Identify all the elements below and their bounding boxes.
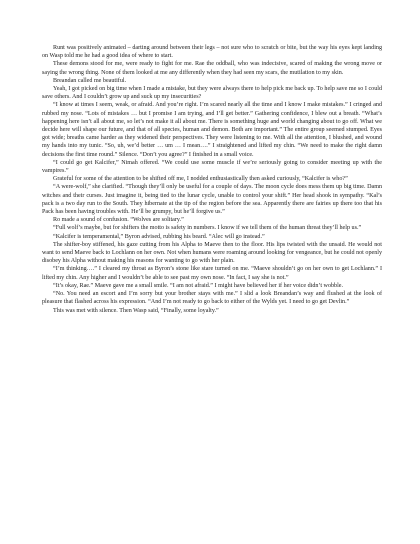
paragraph: Grateful for some of the attention to be shifted off me, I nodded enthusiastically then asked curiously, “Kalcifer is who?” bbox=[53, 176, 348, 183]
paragraph: “No. You need an escort and I’m sorry but your brother stays with me.” I slid a look Breandan’s way and flushed at the look of pleasure that flashed across his expression. “And I’m not ready to go back to either of the Wylds yet. I need to go get Devlin.” bbox=[42, 291, 382, 306]
paragraph: “A were-wolf,” she clarified. “Though they’ll only be useful for a couple of days. The moon cycle does mess them up big time. Damn witches and their curses. Just imagine it, being tied to the lunar cycle, unable to control your shift.” Her head shook in sympathy. “Kal’s pack is a two day run to the South. They hibernate at the tip of the region before the sea. Apparently there are fairies up there too that his Pack has been having troubles with. He’ll be grumpy, but he’ll forgive us.” bbox=[42, 184, 382, 216]
paragraph: This was met with silence. Then Wasp said, “Finally, some loyalty.” bbox=[53, 307, 219, 314]
paragraph: “Full wolf’s maybe, but for shifters the motto is safety in numbers. I know if we tell them of the human threat they’ll help us.” bbox=[53, 225, 362, 232]
paragraph: Runt was positively animated – darting around between their legs – not sure who to scratch or bite, but the way his eyes kept landing on Wasp told me he had a good idea of where to start. bbox=[42, 45, 382, 60]
paragraph: “I’m thinking….” I cleared my throat as Byron’s stone like stare turned on me. “Maeve shouldn’t go on her own to get Lochlann.” I lifted my chin. Any higher and I wouldn’t be able to see past my own nose. “In fact, I say she is not.” bbox=[42, 266, 382, 281]
paragraph: The shifter-boy stiffened, his gaze cutting from his Alpha to Maeve then to the floor. His lips twisted with the unsaid. He would not want to send Maeve back to Lochlann on her own. Not when humans were roaming around looking for vengeance, but he could not openly disobey his Alpha without making his reasons for wanting to go with her plain. bbox=[42, 241, 382, 265]
paragraph: “I know at times I seem, weak, or afraid. And you’re right. I’m scared nearly all the time and I know I make mistakes.” I cringed and rubbed my nose. “Lots of mistakes … but I promise I am trying, and I’ll get better.” Gathering confidence, I blew out a breath. “What’s happening here isn’t all about me, so let’s not make it all about me. There is something huge and world changing about to go off. What we decide here will shape our future, and that of all species, human and demon. Both are important.” The entire group seemed stumped. Eyes got wide; breaths came harder as they widened their perspectives. They were listening to me. With all the attention, I blushed, and wound my hands into my tunic. “So, uh, we’d better … um … I mean….” I straightened and lifted my chin. “We need to make the right damn decisions the first time round.” Silence. “Don’t you agree?” I finished in a small voice. bbox=[42, 102, 382, 158]
paragraph: Breandan called me beautiful. bbox=[53, 77, 127, 84]
paragraph: “I could go get Kalcifer,” Nimah offered. “We could use some muscle if we’re seriously going to consider meeting up with the vampires.” bbox=[42, 159, 382, 175]
paragraph: Yeah, I got picked on big time when I made a mistake, but they were always there to help pick me back up. To help save me so I could save others. And I couldn’t grow up and suck up my insecurities? bbox=[42, 86, 382, 101]
paragraph: “It’s okay, Rae.” Maeve gave me a small smile. “I am not afraid.” I might have believed her if her voice didn’t wobble. bbox=[53, 282, 344, 289]
paragraph: These demons stood for me, were ready to fight for me. Rae the oddball, who was indecisive, scared of making the wrong move or saying the wrong thing. None of them looked at me any differently when they had seen my scars, the mutilation to my skin. bbox=[42, 61, 382, 76]
paragraph: “Kalcifer is temperamental,” Byron advised, rubbing his beard. “Alec will go instead.” bbox=[53, 233, 265, 240]
paragraph: Ro made a sound of confusion. “Wolves are solitary.” bbox=[53, 217, 184, 224]
book-page-text bbox=[42, 44, 382, 315]
